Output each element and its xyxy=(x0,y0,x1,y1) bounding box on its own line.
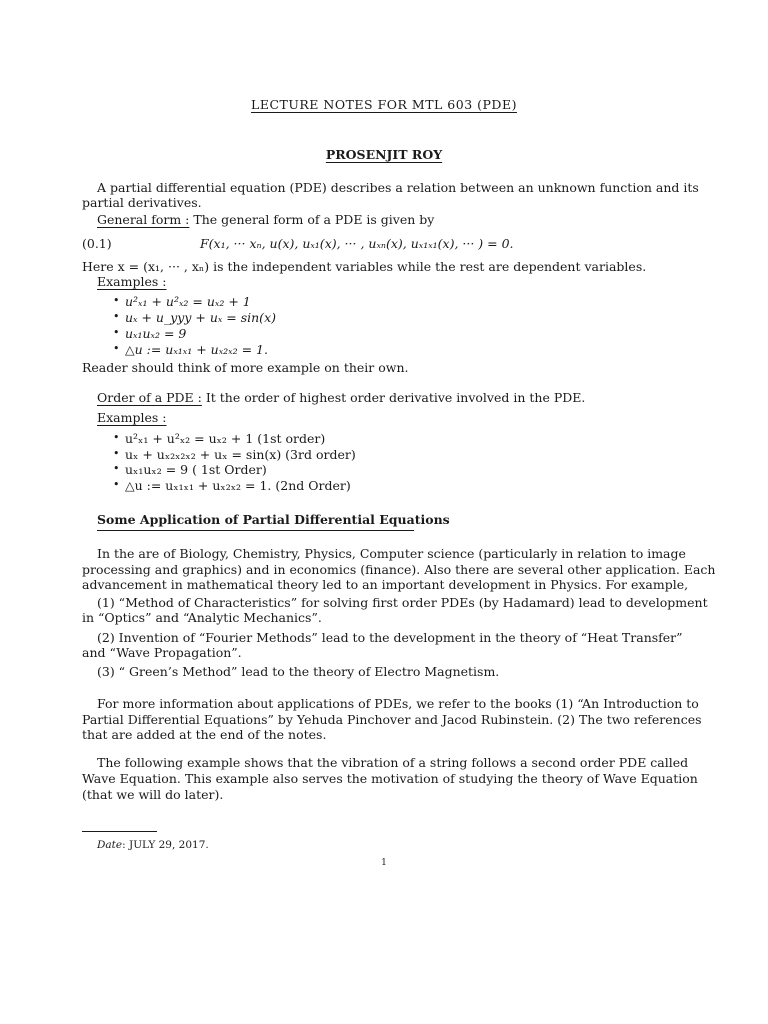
intro-line-1: A partial differential equation (PDE) describes a relation between an unknown function and its xyxy=(97,180,699,195)
order-paragraph xyxy=(97,390,585,406)
order-text: It the order of highest order derivative involved in the PDE. xyxy=(201,390,586,405)
bullet-icon: • xyxy=(113,462,120,475)
bullet-icon: • xyxy=(113,326,120,339)
applications-line: (3) “ Green’s Method” lead to the theory of Electro Magnetism. xyxy=(97,664,500,679)
references-line: For more information about applications of PDEs, we refer to the books (1) “An Introduction to xyxy=(97,696,699,711)
bullet-icon: • xyxy=(113,447,120,460)
general-form-label: General form : xyxy=(97,212,190,227)
applications-line: In the are of Biology, Chemistry, Physics, Computer science (particularly in relation to image xyxy=(97,546,686,561)
examples-label: Examples : xyxy=(97,274,167,289)
general-form-text: The general form of a PDE is given by xyxy=(189,212,435,227)
footnote xyxy=(97,837,209,853)
section-heading: Some Application of Partial Differential Equations xyxy=(97,512,450,527)
example-item: uₓ + u_yyy + uₓ = sin(x) xyxy=(125,310,276,325)
footnote-label: Date xyxy=(97,839,123,851)
references-line: that are added at the end of the notes. xyxy=(82,727,327,742)
applications-line: in “Optics” and “Analytic Mechanics”. xyxy=(82,610,322,625)
example-item: △u := uₓ₁ₓ₁ + uₓ₂ₓ₂ = 1. xyxy=(125,342,268,357)
bullet-icon: • xyxy=(113,294,120,307)
applications-line: processing and graphics) and in economics (finance). Also there are several other application. Each xyxy=(82,562,716,577)
footnote-rule xyxy=(82,831,157,832)
order-example-item: uₓ₁uₓ₂ = 9 ( 1st Order) xyxy=(125,462,267,477)
general-form-paragraph xyxy=(97,212,434,228)
order-example-item: u²ₓ₁ + u²ₓ₂ = uₓ₂ + 1 (1st order) xyxy=(125,431,326,446)
order-example-item: △u := uₓ₁ₓ₁ + uₓ₂ₓ₂ = 1. (2nd Order) xyxy=(125,478,351,493)
page-number: 1 xyxy=(381,858,387,868)
independent-variables-note: Here x = (x₁, ··· , xₙ) is the independent variables while the rest are dependent variables. xyxy=(82,259,647,274)
example-item: u²ₓ₁ + u²ₓ₂ = uₓ₂ + 1 xyxy=(125,294,251,309)
paper-title: LECTURE NOTES FOR MTL 603 (PDE) xyxy=(251,97,517,112)
example-item: uₓ₁uₓ₂ = 9 xyxy=(125,326,187,341)
order-example-item: uₓ + uₓ₂ₓ₂ₓ₂ + uₓ = sin(x) (3rd order) xyxy=(125,447,356,462)
wave-line: The following example shows that the vibration of a string follows a second order PDE called xyxy=(97,755,689,770)
equation-number: (0.1) xyxy=(82,236,112,251)
reader-note: Reader should think of more example on their own. xyxy=(82,360,409,375)
wave-line: Wave Equation. This example also serves the motivation of studying the theory of Wave Equation xyxy=(82,771,698,786)
bullet-icon: • xyxy=(113,310,120,323)
order-examples-label: Examples : xyxy=(97,410,167,425)
footnote-text: : JULY 29, 2017. xyxy=(122,839,209,851)
author-name: PROSENJIT ROY xyxy=(325,147,443,162)
references-line: Partial Differential Equations” by Yehuda Pinchover and Jacod Rubinstein. (2) The two references xyxy=(82,712,702,727)
bullet-icon: • xyxy=(113,342,120,355)
applications-line: advancement in mathematical theory led to an important development in Physics. For example, xyxy=(82,577,689,592)
section-heading-underline xyxy=(97,530,414,531)
applications-line: (2) Invention of “Fourier Methods” lead to the development in the theory of “Heat Transfer” xyxy=(97,630,683,645)
applications-line: and “Wave Propagation”. xyxy=(82,645,242,660)
applications-line: (1) “Method of Characteristics” for solving first order PDEs (by Hadamard) lead to development xyxy=(97,595,708,610)
order-label: Order of a PDE : xyxy=(97,390,202,405)
bullet-icon: • xyxy=(113,478,120,491)
intro-line-2: partial derivatives. xyxy=(82,195,202,210)
wave-line: (that we will do later). xyxy=(82,787,224,802)
bullet-icon: • xyxy=(113,431,120,444)
general-equation: F(x₁, ··· xₙ, u(x), uₓ₁(x), ··· , uₓₙ(x), uₓ₁ₓ₁(x), ··· ) = 0. xyxy=(200,236,514,251)
